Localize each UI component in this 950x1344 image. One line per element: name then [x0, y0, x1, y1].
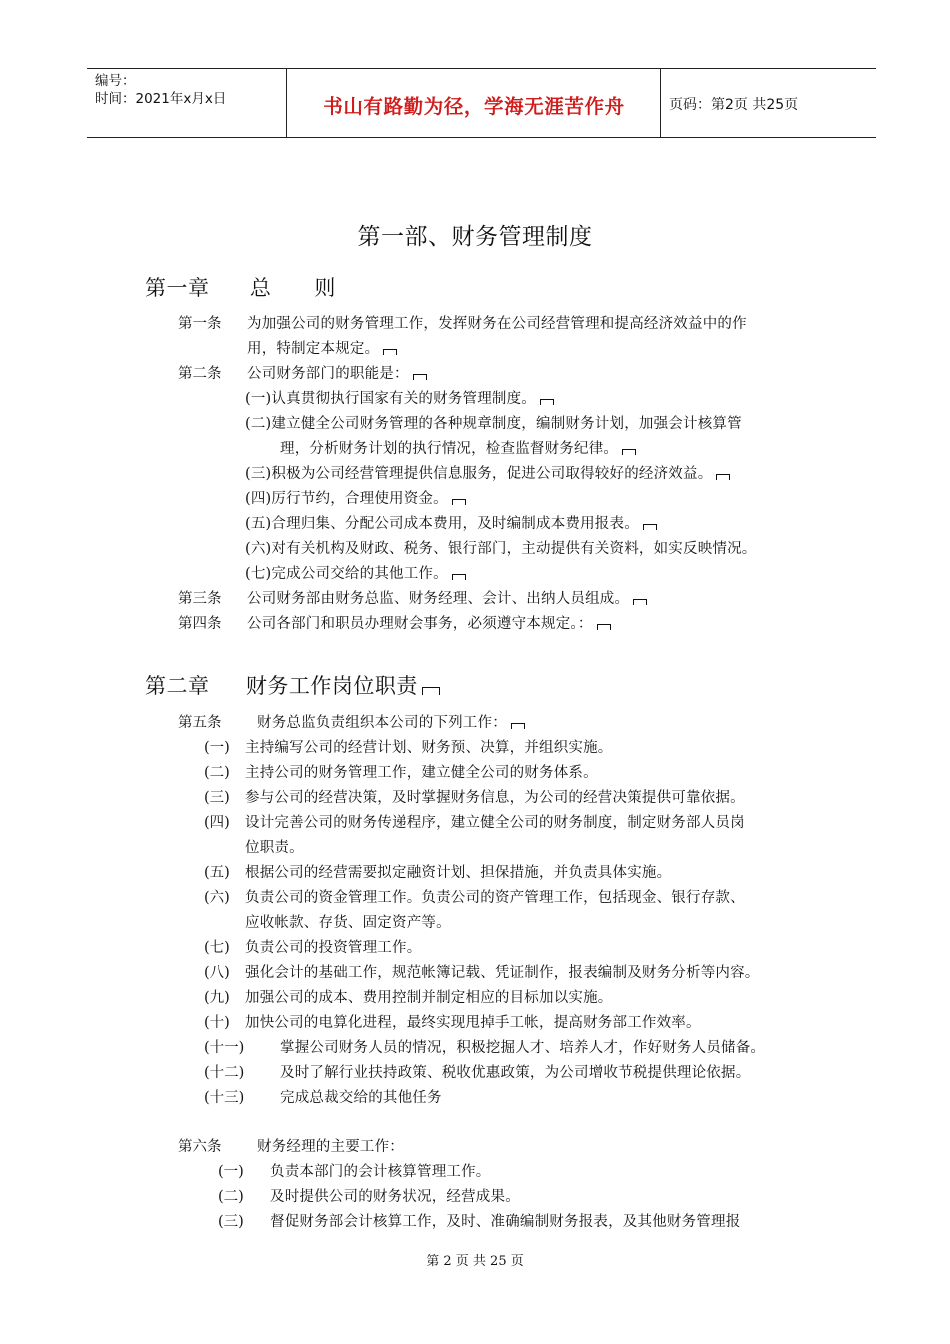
list-item-number: (一) — [204, 740, 230, 756]
list-item-text: 理，分析财务计划的执行情况，检查监督财务纪律。 — [280, 441, 619, 457]
article-6-text: 财务经理的主要工作： — [257, 1139, 404, 1155]
article-3-label: 第三条 — [178, 591, 222, 607]
list-item-text: 设计完善公司的财务传递程序，建立健全公司的财务制度，制定财务部人员岗 — [245, 815, 745, 831]
list-item-text: (四)厉行节约，合理使用资金。 — [245, 491, 448, 507]
list-item — [245, 512, 657, 533]
serial-label: 编号： — [95, 73, 136, 89]
article-5-text-span: 财务总监负责组织本公司的下列工作： — [257, 715, 507, 731]
page-label: 页码：第2页 共25页 — [669, 97, 799, 113]
list-item-text: 主持公司的财务管理工作，建立健全公司的财务体系。 — [245, 765, 598, 781]
article-4-label: 第四条 — [178, 616, 222, 632]
article-1-text: 为加强公司的财务管理工作，发挥财务在公司经营管理和提高经济效益中的作 — [247, 316, 747, 332]
paragraph-mark-icon — [622, 449, 636, 455]
paragraph-mark-icon — [540, 399, 554, 405]
list-item-text: 位职责。 — [245, 840, 304, 856]
paragraph-mark-icon — [633, 599, 647, 605]
chapter-title: 总 则 — [249, 276, 336, 300]
article-5-label: 第五条 — [178, 715, 222, 731]
article-4-text-span: 公司各部门和职员办理财会事务，必须遵守本规定。： — [247, 616, 593, 632]
list-item-text: (三)积极为公司经营管理提供信息服务，促进公司取得较好的经济效益。 — [245, 466, 713, 482]
list-item-number: (二) — [204, 765, 230, 781]
paragraph-mark-icon — [452, 574, 466, 580]
list-item-number: (十一) — [204, 1040, 245, 1056]
article-3-text — [247, 587, 647, 608]
list-item-text: 负责公司的投资管理工作。 — [245, 940, 422, 956]
list-item — [245, 387, 554, 408]
document-title: 第一部、财务管理制度 — [357, 224, 593, 250]
list-item-number: (十三) — [204, 1090, 245, 1106]
list-item: (二)建立健全公司财务管理的各种规章制度，编制财务计划，加强会计核算管 — [245, 416, 742, 432]
list-item — [280, 437, 636, 458]
chapter-title: 财务工作岗位职责 — [245, 674, 418, 698]
list-item-number: (五) — [204, 865, 230, 881]
list-item-number: (六) — [204, 890, 230, 906]
article-2-text-span: 公司财务部门的职能是： — [247, 366, 409, 382]
page-footer: 第 2 页 共 25 页 — [426, 1254, 524, 1269]
list-item — [245, 487, 466, 508]
list-item-text: 应收帐款、存货、固定资产等。 — [245, 915, 451, 931]
paragraph-mark-icon — [716, 474, 730, 480]
list-item-number: (四) — [204, 815, 230, 831]
list-item-text: 督促财务部会计核算工作，及时、准确编制财务报表，及其他财务管理报 — [270, 1214, 741, 1230]
list-item-number: (二) — [218, 1189, 244, 1205]
article-3-text-span: 公司财务部由财务总监、财务经理、会计、出纳人员组成。 — [247, 591, 630, 607]
list-item-number: (一) — [218, 1164, 244, 1180]
article-6-label: 第六条 — [178, 1139, 222, 1155]
list-item-text: (七)完成公司交给的其他工作。 — [245, 566, 448, 582]
chapter-2-heading — [145, 670, 440, 700]
article-2-text — [247, 362, 427, 383]
article-1-text-end: 用，特制定本规定。 — [247, 341, 380, 357]
list-item-text: (五)合理归集、分配公司成本费用，及时编制成本费用报表。 — [245, 516, 639, 532]
list-item-text: 完成总裁交给的其他任务 — [280, 1090, 442, 1106]
list-item — [245, 562, 466, 583]
list-item-number: (九) — [204, 990, 230, 1006]
article-2-label: 第二条 — [178, 366, 222, 382]
list-item-number: (八) — [204, 965, 230, 981]
paragraph-mark-icon — [422, 687, 440, 695]
article-5-text — [257, 711, 525, 732]
document-header — [87, 68, 876, 138]
header-page-cell — [661, 69, 876, 137]
list-item-text: 强化会计的基础工作，规范帐簿记载、凭证制作，报表编制及财务分析等内容。 — [245, 965, 760, 981]
paragraph-mark-icon — [597, 624, 611, 630]
list-item-number: (三) — [218, 1214, 244, 1230]
list-item — [245, 462, 730, 483]
paragraph-mark-icon — [511, 723, 525, 729]
list-item-number: (十二) — [204, 1065, 245, 1081]
list-item-text: 及时了解行业扶持政策、税收优惠政策，为公司增收节税提供理论依据。 — [280, 1065, 751, 1081]
article-1-text-cont — [247, 337, 397, 358]
paragraph-mark-icon — [383, 349, 397, 355]
list-item-text: 根据公司的经营需要拟定融资计划、担保措施，并负责具体实施。 — [245, 865, 672, 881]
list-item-text: 加快公司的电算化进程，最终实现甩掉手工帐，提高财务部工作效率。 — [245, 1015, 701, 1031]
paragraph-mark-icon — [413, 374, 427, 380]
article-1-label: 第一条 — [178, 316, 222, 332]
list-item-text: 掌握公司财务人员的情况，积极挖掘人才、培养人才，作好财务人员储备。 — [280, 1040, 766, 1056]
chapter-number: 第二章 — [145, 674, 210, 698]
list-item-number: (三) — [204, 790, 230, 806]
list-item-text: 负责公司的资金管理工作。负责公司的资产管理工作，包括现金、银行存款、 — [245, 890, 745, 906]
time-label: 时间：2021年x月x日 — [95, 91, 227, 107]
list-item-text: 加强公司的成本、费用控制并制定相应的目标加以实施。 — [245, 990, 613, 1006]
list-item-text: 负责本部门的会计核算管理工作。 — [270, 1164, 491, 1180]
list-item-text: 及时提供公司的财务状况，经营成果。 — [270, 1189, 520, 1205]
list-item-text: 主持编写公司的经营计划、财务预、决算，并组织实施。 — [245, 740, 613, 756]
chapter-1-heading — [145, 272, 336, 302]
paragraph-mark-icon — [643, 524, 657, 530]
header-meta-cell — [87, 69, 287, 137]
list-item: (六)对有关机构及财政、税务、银行部门，主动提供有关资料，如实反映情况。 — [245, 541, 757, 557]
list-item-text: (一)认真贯彻执行国家有关的财务管理制度。 — [245, 391, 537, 407]
chapter-number: 第一章 — [145, 276, 210, 300]
list-item-number: (十) — [204, 1015, 230, 1031]
paragraph-mark-icon — [452, 499, 466, 505]
list-item-number: (七) — [204, 940, 230, 956]
motto: 书山有路勤为径，学海无涯苦作舟 — [323, 95, 625, 118]
list-item-text: 参与公司的经营决策，及时掌握财务信息，为公司的经营决策提供可靠依据。 — [245, 790, 745, 806]
header-motto-cell — [287, 69, 661, 137]
article-4-text — [247, 612, 611, 633]
